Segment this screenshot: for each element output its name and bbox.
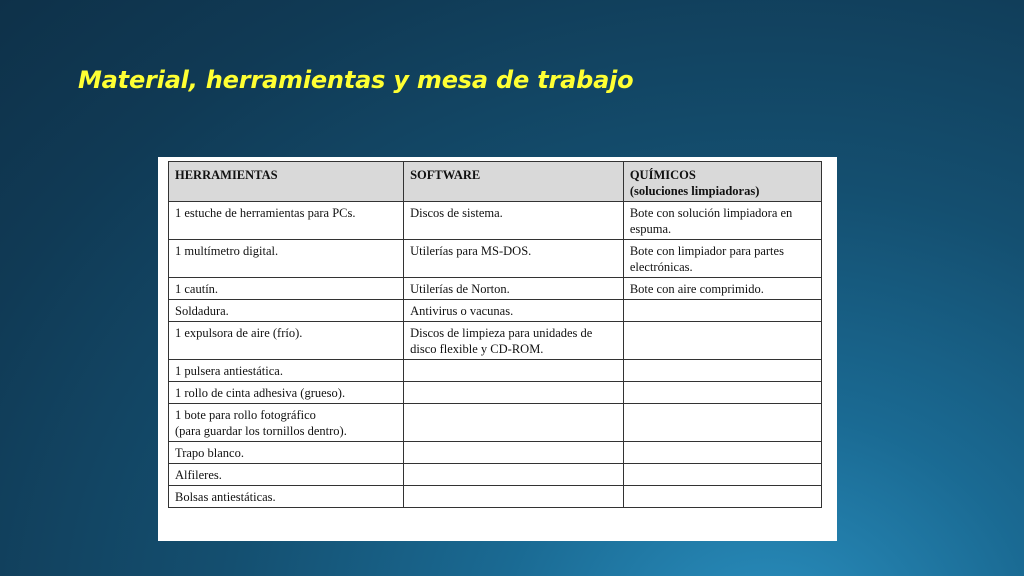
table-cell: 1 expulsora de aire (frío). [169,322,404,360]
tools-table-image [158,157,837,541]
table-cell [623,442,821,464]
table-row [169,240,822,278]
table-cell: Alfileres. [169,464,404,486]
table-row [169,404,822,442]
table-cell [404,404,624,442]
table-cell: 1 multímetro digital. [169,240,404,278]
header-software: SOFTWARE [404,162,624,202]
table-cell: Bote con solución limpiadora en espuma. [623,202,821,240]
table-cell-line: (para guardar los tornillos dentro). [175,424,347,438]
table-cell: Trapo blanco. [169,442,404,464]
table-cell [623,382,821,404]
header-quimicos-label: QUÍMICOS [629,168,696,182]
table-cell: Discos de limpieza para unidades de disco flexible y CD-ROM. [404,322,624,360]
table-row [169,360,822,382]
table-cell: Utilerías para MS-DOS. [404,240,624,278]
tools-table [168,161,822,508]
table-cell: Bolsas antiestáticas. [169,486,404,508]
table-row [169,382,822,404]
table-cell [623,464,821,486]
table-row [169,442,822,464]
table-cell: 1 estuche de herramientas para PCs. [169,202,404,240]
table-header-row [169,162,822,202]
table-cell: 1 rollo de cinta adhesiva (grueso). [169,382,404,404]
header-quimicos-sub: (soluciones limpiadoras) [629,184,760,198]
table-row [169,202,822,240]
table-cell: Soldadura. [169,300,404,322]
table-cell: Discos de sistema. [404,202,624,240]
table-row [169,300,822,322]
table-cell: 1 pulsera antiestática. [169,360,404,382]
table-cell [623,322,821,360]
table-cell [623,404,821,442]
table-cell [623,300,821,322]
table-cell: Bote con aire comprimido. [623,278,821,300]
table-cell [404,382,624,404]
table-cell [404,442,624,464]
table-row [169,278,822,300]
table-cell [404,464,624,486]
table-cell: Bote con limpiador para partes electrónicas. [623,240,821,278]
table-cell: Antivirus o vacunas. [404,300,624,322]
table-row [169,322,822,360]
table-cell [623,360,821,382]
table-cell [169,404,404,442]
table-cell-line: 1 bote para rollo fotográfico [175,408,316,422]
header-herramientas: HERRAMIENTAS [169,162,404,202]
table-row [169,486,822,508]
table-row [169,464,822,486]
table-cell [404,360,624,382]
table-cell [623,486,821,508]
slide-title: Material, herramientas y mesa de trabajo [78,66,634,94]
header-quimicos [623,162,821,202]
table-cell [404,486,624,508]
table-cell: Utilerías de Norton. [404,278,624,300]
table-cell: 1 cautín. [169,278,404,300]
